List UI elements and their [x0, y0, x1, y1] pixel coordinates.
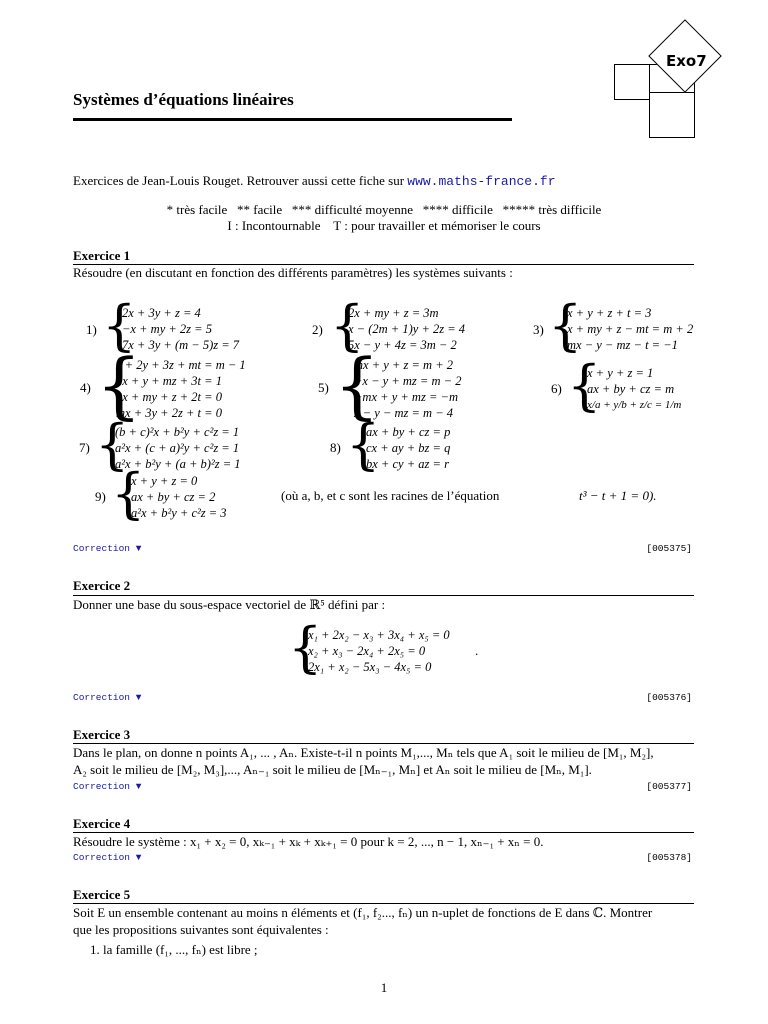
- exercise-4-statement: Résoudre le système : x₁ + x₂ = 0, xₖ₋₁ + xₖ + xₖ₊₁ = 0 pour k = 2, ..., n − 1, xₙ₋₁ + xₙ = 0.: [73, 834, 544, 849]
- system-7-number: 7): [79, 440, 90, 455]
- system-6-brace: {: [567, 354, 602, 417]
- system-5-equations: mx + y + z = m + 2 −x − y + mz = m − 2 −mx + y + mz = −m x − y − mz = m − 4: [354, 358, 462, 420]
- exercise-2-ref: [005376]: [646, 692, 692, 703]
- system-ex2-period: .: [475, 643, 479, 658]
- logo-text: Exo7: [666, 52, 707, 70]
- difficulty-legend: * très facile ** facile *** difficulté moyenne **** difficile ***** très difficile: [166, 202, 602, 217]
- page-number: 1: [380, 980, 388, 995]
- system-6-equations: x + y + z = 1 ax + by + cz = m x/a + y/b + z/c = 1/m: [587, 366, 682, 411]
- system-4-equations: x + 2y + 3z + mt = m − 1 2x + y + mz + 3t = 1 3x + my + z + 2t = 0 mx + 3y + 2z + t = 0: [116, 358, 246, 420]
- exercise-4-ref: [005378]: [646, 852, 692, 863]
- system-9-brace: {: [111, 462, 146, 525]
- system-5-number: 5): [318, 380, 329, 395]
- exercise-5-rule: [73, 903, 694, 904]
- exercise-5-heading: Exercice 5: [73, 887, 131, 902]
- intro: [73, 173, 556, 190]
- exercise-4-rule: [73, 832, 694, 833]
- system-7-equations: (b + c)²x + b²y + c²z = 1 a²x + (c + a)²y + c²z = 1 a²x + b²y + (a + b)²z = 1: [115, 425, 241, 471]
- system-8-equations: ax + by + cz = p cx + ay + bz = q bx + cy + az = r: [366, 425, 451, 471]
- exercise-3-heading: Exercice 3: [73, 727, 131, 742]
- correction-link-1[interactable]: Correction ▼: [73, 543, 142, 554]
- system-ex2-equations: x₁ + 2x₂ − x₃ + 3x₄ + x₅ = 0 x₂ + x₃ − 2x₄ + 2x₅ = 0 2x₁ + x₂ − 5x₃ − 4x₅ = 0: [308, 628, 450, 674]
- system-7-brace: {: [95, 413, 130, 476]
- category-legend: I : Incontournable T : pour travailler et mémoriser le cours: [227, 218, 541, 233]
- system-2-number: 2): [312, 322, 323, 337]
- exercise-3-ref: [005377]: [646, 781, 692, 792]
- exercise-5-line-1: Soit E un ensemble contenant au moins n éléments et (f₁, f₂..., fₙ) un n-uplet de fonctions de E dans ℂ. Montrer: [73, 905, 653, 920]
- system-1-brace: {: [102, 294, 137, 357]
- exercise-3-rule: [73, 743, 694, 744]
- correction-link-2[interactable]: Correction ▼: [73, 692, 142, 703]
- exercise-3-line-2: A₂ soit le milieu de [M₂, M₃],..., Aₙ₋₁ soit le milieu de [Mₙ₋₁, Mₙ] et Aₙ soit le milieu de [Mₙ, M₁].: [73, 762, 592, 777]
- system-3-brace: {: [548, 294, 583, 357]
- page-title: Systèmes d’équations linéaires: [73, 90, 294, 109]
- system-2-equations: 2x + my + z = 3m x − (2m + 1)y + 2z = 4 5x − y + 4z = 3m − 2: [348, 306, 466, 352]
- logo-square-2: [614, 64, 650, 100]
- roots-note: (où a, b, et c sont les racines de l’équation: [281, 488, 500, 503]
- exercise-5-line-2: que les propositions suivantes sont équivalentes :: [73, 922, 329, 937]
- exercise-2-heading: Exercice 2: [73, 578, 131, 593]
- exercise-5-item-1: 1. la famille (f₁, ..., fₙ) est libre ;: [90, 942, 258, 957]
- system-4-number: 4): [80, 380, 91, 395]
- correction-link-4[interactable]: Correction ▼: [73, 852, 142, 863]
- exercise-4-heading: Exercice 4: [73, 816, 131, 831]
- system-3-number: 3): [533, 322, 544, 337]
- exercise-2-rule: [73, 595, 694, 596]
- exercise-3-line-1: Dans le plan, on donne n points A₁, ... , Aₙ. Existe-t-il n points M₁,..., Mₙ tels que A₁ soit le milieu de [M₁, M₂],: [73, 745, 654, 760]
- system-9-equations: x + y + z = 0 ax + by + cz = 2 a²x + b²y + c²z = 3: [131, 474, 227, 520]
- intro-text: Exercices de Jean-Louis Rouget. Retrouver aussi cette fiche sur: [73, 173, 408, 188]
- system-5-brace: {: [334, 343, 380, 427]
- system-1-number: 1): [86, 322, 97, 337]
- system-2-brace: {: [330, 294, 365, 357]
- system-4-brace: {: [96, 343, 142, 427]
- logo-square-3: [649, 92, 695, 138]
- system-3-equations: x + y + z + t = 3 x + my + z − mt = m + 2 mx − y − mz − t = −1: [567, 306, 694, 352]
- system-9-number: 9): [95, 489, 106, 504]
- exercise-1-ref: [005375]: [646, 543, 692, 554]
- cubic-equation: t³ − t + 1 = 0).: [579, 488, 657, 503]
- system-1-equations: 2x + 3y + z = 4 −x + my + 2z = 5 7x + 3y + (m − 5)z = 7: [122, 306, 240, 352]
- system-8-number: 8): [330, 440, 341, 455]
- exercise-1-statement: Résoudre (en discutant en fonction des différents paramètres) les systèmes suivants :: [73, 265, 513, 280]
- system-6-number: 6): [551, 381, 562, 396]
- title-rule: [73, 118, 512, 121]
- exercise-2-statement: Donner une base du sous-espace vectoriel de ℝ⁵ défini par :: [73, 597, 386, 612]
- exercise-1-heading: Exercice 1: [73, 248, 131, 263]
- system-8-brace: {: [346, 413, 381, 476]
- intro-link[interactable]: www.maths-france.fr: [407, 174, 556, 189]
- correction-link-3[interactable]: Correction ▼: [73, 781, 142, 792]
- system-ex2-brace: {: [288, 616, 323, 679]
